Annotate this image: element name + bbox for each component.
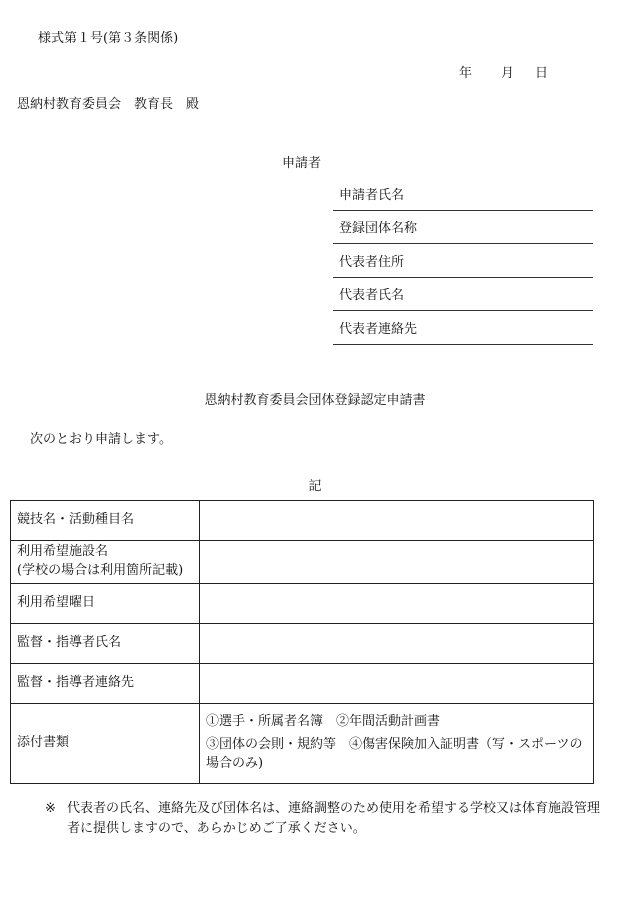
form-number: 様式第１号(第３条関係) <box>38 31 179 46</box>
coach-contact-cell[interactable] <box>200 663 594 703</box>
applicant-fields <box>333 177 593 345</box>
table-row <box>11 623 594 663</box>
table-row-label: 監督・指導者氏名 <box>11 623 200 663</box>
representative-address-field[interactable] <box>333 244 593 278</box>
field-label: 登録団体名称 <box>339 221 418 237</box>
group-name-field[interactable] <box>333 211 593 245</box>
ki-heading: 記 <box>308 479 322 494</box>
document-title: 恩納村教育委員会団体登録認定申請書 <box>204 393 426 408</box>
note-text: 代表者の氏名、連絡先及び団体名は、連絡調整のため使用を希望する学校又は体育施設管理者に提供しますので、あらかじめご了承ください。 <box>67 801 601 837</box>
sport-name-cell[interactable] <box>200 501 594 541</box>
field-label: 代表者氏名 <box>339 288 405 304</box>
applicant-heading: 申請者 <box>282 156 322 171</box>
applicant-name-field[interactable] <box>333 177 593 211</box>
representative-contact-field[interactable] <box>333 311 593 345</box>
addressee: 恩納村教育委員会 教育長 殿 <box>17 97 200 112</box>
table-row-label: 監督・指導者連絡先 <box>11 663 200 703</box>
label-line: 利用希望施設名 <box>17 544 109 559</box>
attachment-line: ①選手・所属者名簿 ②年間活動計画書 <box>206 713 441 729</box>
date-month-label: 月 <box>501 66 515 81</box>
date-day-label: 日 <box>535 66 549 81</box>
table-row <box>11 703 594 783</box>
footnote <box>45 799 610 839</box>
weekday-cell[interactable] <box>200 583 594 623</box>
coach-name-cell[interactable] <box>200 623 594 663</box>
attachment-line: ③団体の会則・規約等 ④傷害保険加入証明書（写・スポーツの場合のみ) <box>206 736 583 771</box>
label-line: (学校の場合は利用箇所記載) <box>17 562 184 578</box>
table-row-label: 競技名・活動種目名 <box>11 501 200 541</box>
table-row <box>11 501 594 541</box>
field-label: 申請者氏名 <box>339 187 405 203</box>
details-table <box>10 500 594 784</box>
table-row-label: 添付書類 <box>11 703 200 783</box>
table-row-label <box>11 541 200 584</box>
table-row <box>11 583 594 623</box>
note-mark: ※ <box>45 801 56 816</box>
intro-text: 次のとおり申請します。 <box>30 432 172 447</box>
table-row-label: 利用希望曜日 <box>11 583 200 623</box>
field-label: 代表者連絡先 <box>339 321 418 337</box>
date-line <box>459 62 548 81</box>
table-row <box>11 541 594 584</box>
representative-name-field[interactable] <box>333 278 593 312</box>
attachments-cell <box>200 703 594 783</box>
date-year-label: 年 <box>459 66 473 81</box>
table-row <box>11 663 594 703</box>
field-label: 代表者住所 <box>339 254 405 270</box>
facility-cell[interactable] <box>200 541 594 584</box>
